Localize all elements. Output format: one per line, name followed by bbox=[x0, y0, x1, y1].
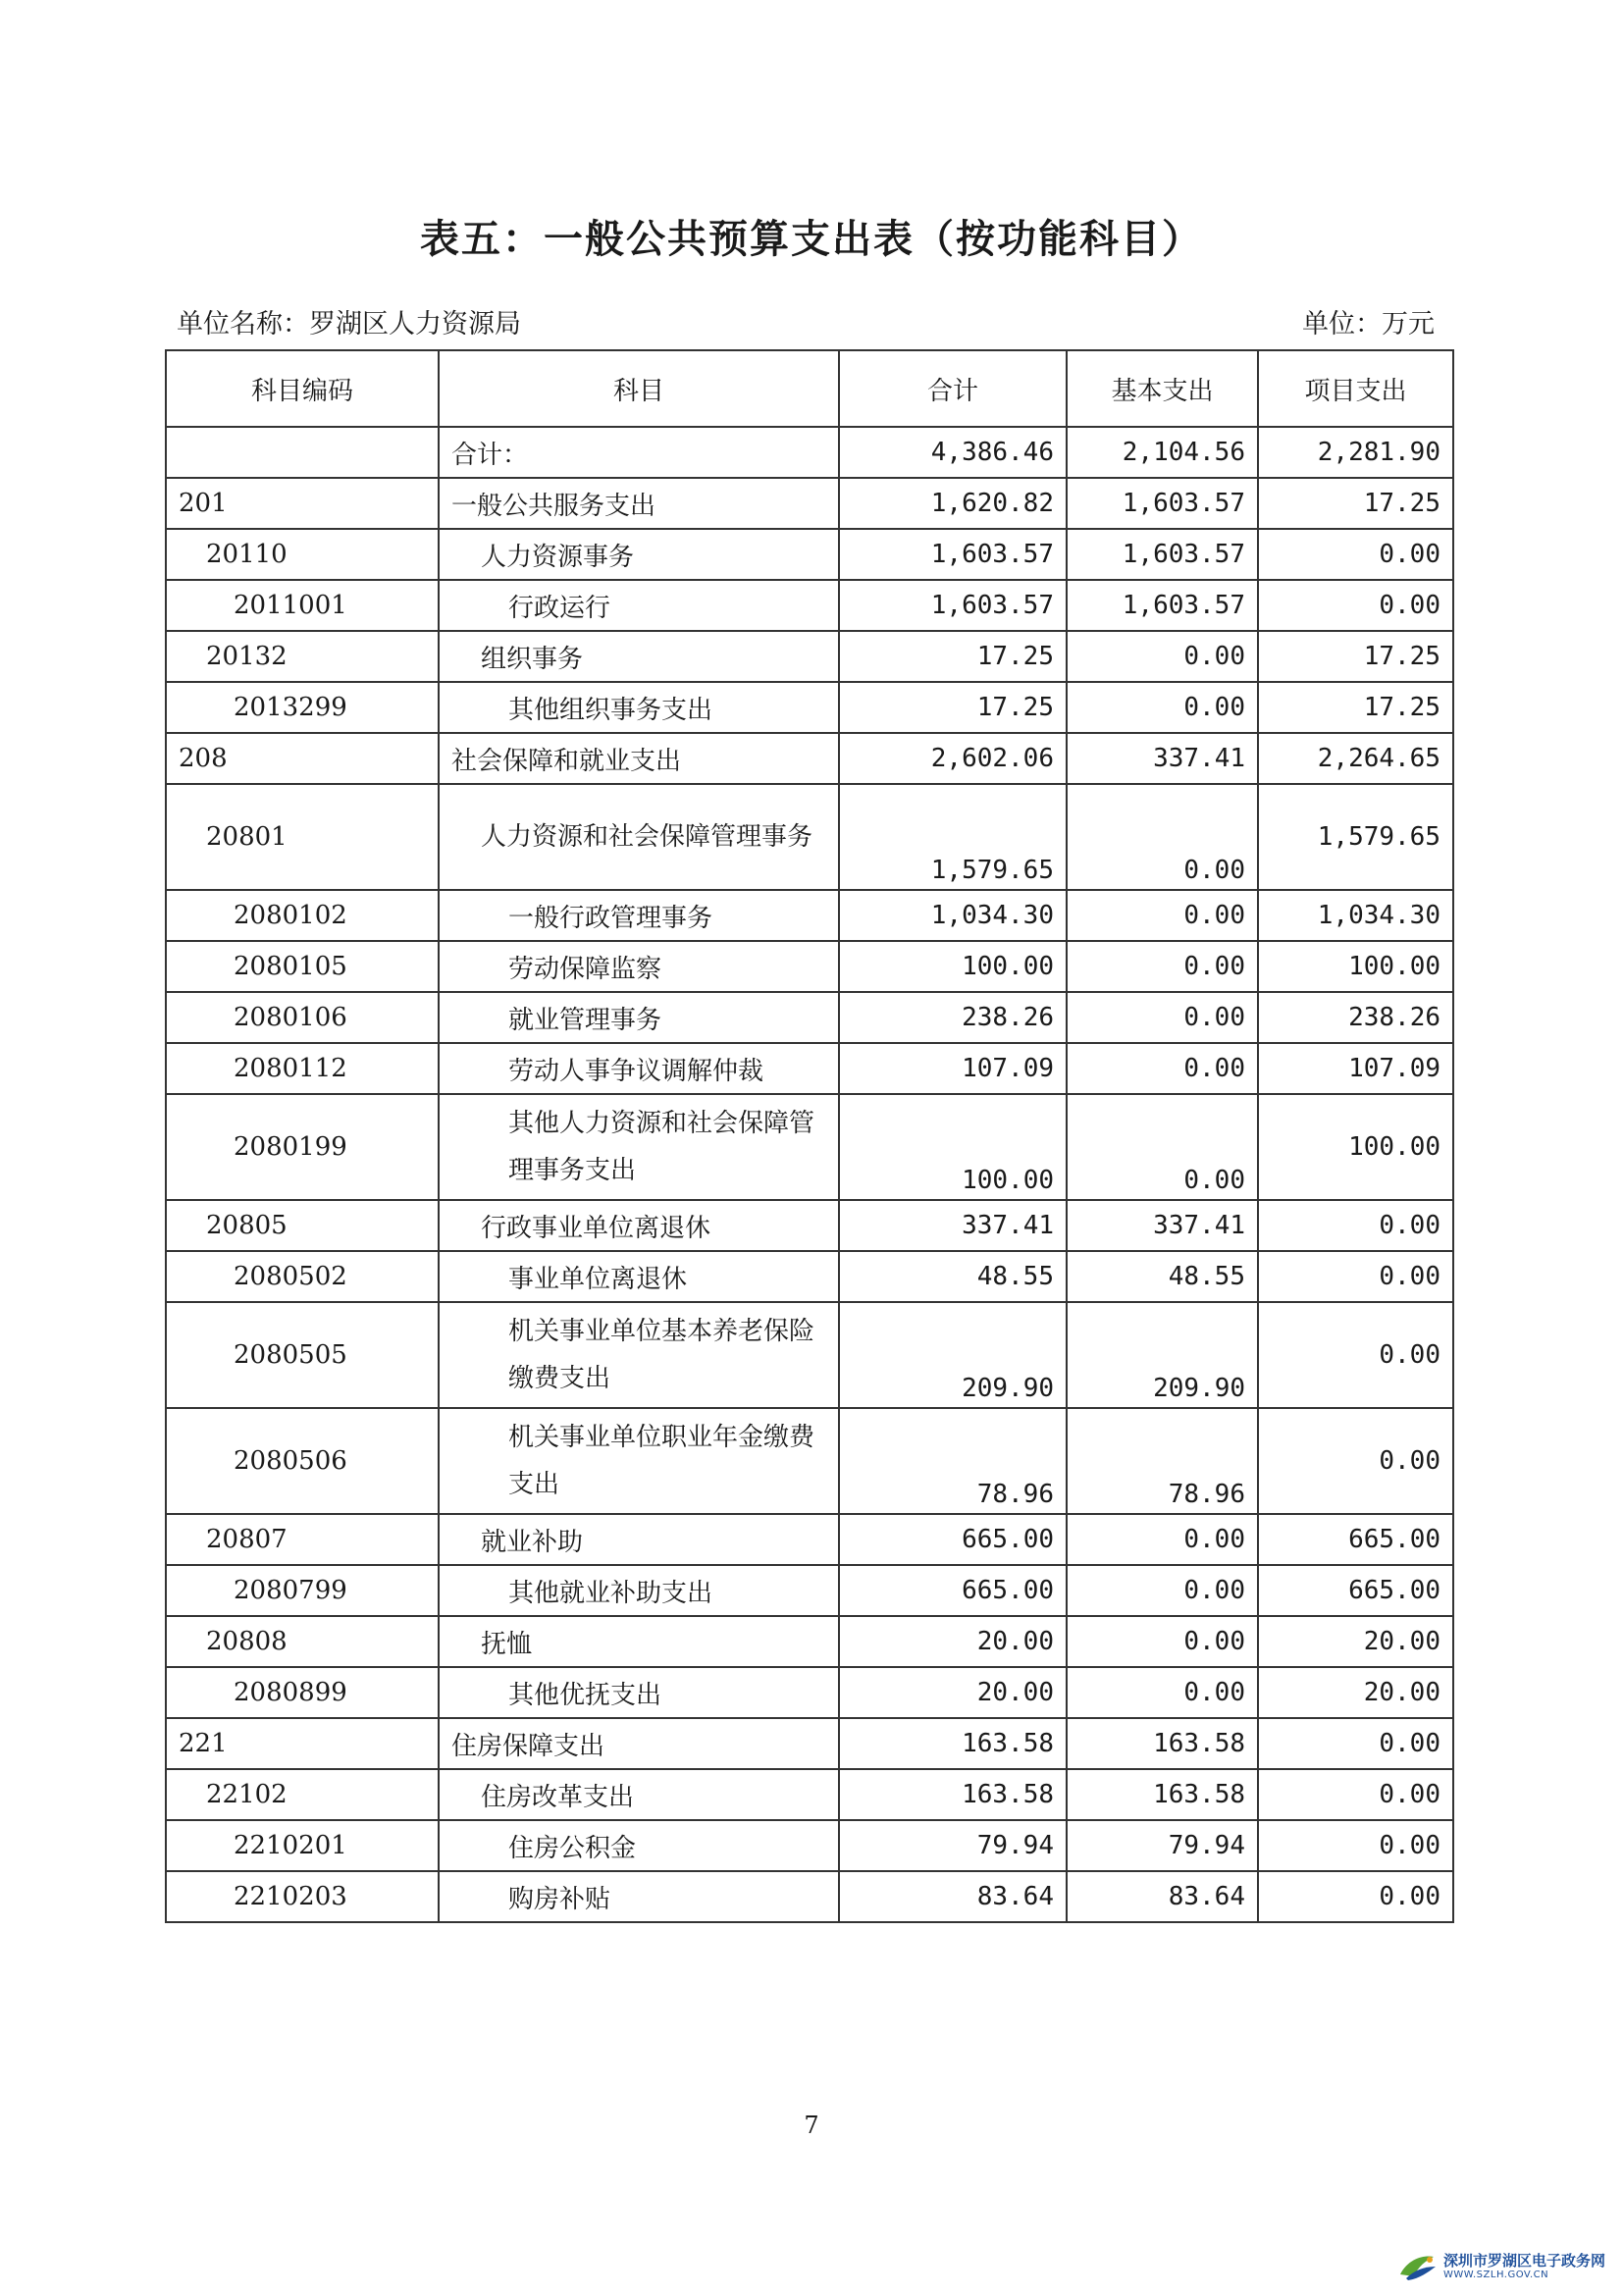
cell-code: 20805 bbox=[166, 1200, 439, 1251]
table-row bbox=[166, 427, 1453, 478]
cell-name: 事业单位离退休 bbox=[439, 1251, 839, 1302]
cell-basic: 1,603.57 bbox=[1067, 478, 1258, 529]
cell-basic: 0.00 bbox=[1067, 1565, 1258, 1616]
currency-unit-label: 单位：万元 bbox=[1302, 309, 1435, 339]
cell-project: 17.25 bbox=[1258, 682, 1453, 733]
table-row bbox=[166, 784, 1453, 890]
cell-code: 221 bbox=[166, 1718, 439, 1769]
cell-project: 17.25 bbox=[1258, 478, 1453, 529]
cell-project: 100.00 bbox=[1258, 1094, 1453, 1200]
cell-code: 22102 bbox=[166, 1769, 439, 1820]
table-row bbox=[166, 580, 1453, 631]
cell-name: 其他人力资源和社会保障管理事务支出 bbox=[439, 1094, 839, 1200]
table-row bbox=[166, 478, 1453, 529]
cell-total: 100.00 bbox=[839, 1094, 1067, 1200]
cell-basic: 0.00 bbox=[1067, 890, 1258, 941]
cell-code: 20801 bbox=[166, 784, 439, 890]
header-total: 合计 bbox=[839, 350, 1067, 427]
header-code: 科目编码 bbox=[166, 350, 439, 427]
cell-total: 17.25 bbox=[839, 631, 1067, 682]
cell-basic: 0.00 bbox=[1067, 941, 1258, 992]
cell-code: 201 bbox=[166, 478, 439, 529]
cell-basic: 48.55 bbox=[1067, 1251, 1258, 1302]
cell-code: 2080112 bbox=[166, 1043, 439, 1094]
table-row bbox=[166, 631, 1453, 682]
cell-code bbox=[166, 427, 439, 478]
cell-name: 住房保障支出 bbox=[439, 1718, 839, 1769]
unit-name-label: 单位名称：罗湖区人力资源局 bbox=[177, 309, 521, 339]
cell-total: 17.25 bbox=[839, 682, 1067, 733]
cell-total: 48.55 bbox=[839, 1251, 1067, 1302]
cell-code: 2080106 bbox=[166, 992, 439, 1043]
cell-name: 人力资源事务 bbox=[439, 529, 839, 580]
cell-project: 0.00 bbox=[1258, 1718, 1453, 1769]
cell-total: 1,034.30 bbox=[839, 890, 1067, 941]
cell-total: 337.41 bbox=[839, 1200, 1067, 1251]
cell-total: 79.94 bbox=[839, 1820, 1067, 1871]
cell-total: 83.64 bbox=[839, 1871, 1067, 1922]
cell-total: 2,602.06 bbox=[839, 733, 1067, 784]
page-number: 7 bbox=[804, 2112, 819, 2139]
cell-name: 机关事业单位基本养老保险缴费支出 bbox=[439, 1302, 839, 1408]
cell-total: 1,620.82 bbox=[839, 478, 1067, 529]
cell-code: 20110 bbox=[166, 529, 439, 580]
cell-name: 住房改革支出 bbox=[439, 1769, 839, 1820]
cell-code: 2013299 bbox=[166, 682, 439, 733]
cell-project: 0.00 bbox=[1258, 529, 1453, 580]
table-row bbox=[166, 1302, 1453, 1408]
header-basic: 基本支出 bbox=[1067, 350, 1258, 427]
cell-basic: 83.64 bbox=[1067, 1871, 1258, 1922]
cell-basic: 2,104.56 bbox=[1067, 427, 1258, 478]
cell-basic: 0.00 bbox=[1067, 1043, 1258, 1094]
cell-project: 0.00 bbox=[1258, 1769, 1453, 1820]
cell-basic: 0.00 bbox=[1067, 682, 1258, 733]
cell-basic: 163.58 bbox=[1067, 1718, 1258, 1769]
table-row bbox=[166, 1820, 1453, 1871]
table-row bbox=[166, 1251, 1453, 1302]
cell-code: 20808 bbox=[166, 1616, 439, 1667]
table-row bbox=[166, 682, 1453, 733]
cell-name: 合计： bbox=[439, 427, 839, 478]
cell-total: 1,579.65 bbox=[839, 784, 1067, 890]
cell-total: 1,603.57 bbox=[839, 529, 1067, 580]
cell-name: 住房公积金 bbox=[439, 1820, 839, 1871]
cell-project: 0.00 bbox=[1258, 1871, 1453, 1922]
cell-project: 1,034.30 bbox=[1258, 890, 1453, 941]
table-row bbox=[166, 733, 1453, 784]
cell-basic: 1,603.57 bbox=[1067, 529, 1258, 580]
cell-basic: 0.00 bbox=[1067, 1616, 1258, 1667]
cell-name: 行政事业单位离退休 bbox=[439, 1200, 839, 1251]
cell-project: 0.00 bbox=[1258, 580, 1453, 631]
cell-total: 665.00 bbox=[839, 1565, 1067, 1616]
cell-name: 社会保障和就业支出 bbox=[439, 733, 839, 784]
cell-code: 2210201 bbox=[166, 1820, 439, 1871]
table-body bbox=[166, 427, 1453, 1922]
cell-code: 20132 bbox=[166, 631, 439, 682]
table-row bbox=[166, 1616, 1453, 1667]
cell-code: 208 bbox=[166, 733, 439, 784]
cell-code: 2080506 bbox=[166, 1408, 439, 1514]
cell-code: 2080199 bbox=[166, 1094, 439, 1200]
cell-project: 665.00 bbox=[1258, 1565, 1453, 1616]
cell-name: 就业管理事务 bbox=[439, 992, 839, 1043]
cell-basic: 78.96 bbox=[1067, 1408, 1258, 1514]
cell-total: 20.00 bbox=[839, 1616, 1067, 1667]
cell-project: 100.00 bbox=[1258, 941, 1453, 992]
table-row bbox=[166, 529, 1453, 580]
cell-project: 0.00 bbox=[1258, 1302, 1453, 1408]
watermark-url: WWW.SZLH.GOV.CN bbox=[1442, 2269, 1549, 2280]
cell-code: 2080502 bbox=[166, 1251, 439, 1302]
cell-name: 行政运行 bbox=[439, 580, 839, 631]
cell-name: 就业补助 bbox=[439, 1514, 839, 1565]
table-row bbox=[166, 890, 1453, 941]
table-row bbox=[166, 1871, 1453, 1922]
cell-name: 其他组织事务支出 bbox=[439, 682, 839, 733]
cell-basic: 0.00 bbox=[1067, 1514, 1258, 1565]
cell-basic: 209.90 bbox=[1067, 1302, 1258, 1408]
page-title: 表五：一般公共预算支出表（按功能科目） bbox=[420, 217, 1203, 262]
cell-name: 劳动保障监察 bbox=[439, 941, 839, 992]
table-row bbox=[166, 1408, 1453, 1514]
cell-project: 2,264.65 bbox=[1258, 733, 1453, 784]
cell-name: 机关事业单位职业年金缴费支出 bbox=[439, 1408, 839, 1514]
cell-basic: 337.41 bbox=[1067, 1200, 1258, 1251]
cell-total: 20.00 bbox=[839, 1667, 1067, 1718]
cell-total: 100.00 bbox=[839, 941, 1067, 992]
table-row bbox=[166, 1043, 1453, 1094]
cell-project: 665.00 bbox=[1258, 1514, 1453, 1565]
cell-basic: 0.00 bbox=[1067, 631, 1258, 682]
watermark bbox=[1396, 2251, 1605, 2282]
cell-total: 209.90 bbox=[839, 1302, 1067, 1408]
cell-total: 238.26 bbox=[839, 992, 1067, 1043]
cell-total: 163.58 bbox=[839, 1718, 1067, 1769]
cell-code: 2080799 bbox=[166, 1565, 439, 1616]
cell-total: 1,603.57 bbox=[839, 580, 1067, 631]
cell-project: 0.00 bbox=[1258, 1820, 1453, 1871]
table-row bbox=[166, 1769, 1453, 1820]
cell-project: 0.00 bbox=[1258, 1200, 1453, 1251]
cell-basic: 0.00 bbox=[1067, 784, 1258, 890]
table-row bbox=[166, 1565, 1453, 1616]
cell-code: 2210203 bbox=[166, 1871, 439, 1922]
cell-total: 78.96 bbox=[839, 1408, 1067, 1514]
cell-basic: 0.00 bbox=[1067, 1667, 1258, 1718]
cell-basic: 0.00 bbox=[1067, 1094, 1258, 1200]
cell-project: 1,579.65 bbox=[1258, 784, 1453, 890]
table-row bbox=[166, 1718, 1453, 1769]
watermark-name: 深圳市罗湖区电子政务网 bbox=[1442, 2252, 1605, 2270]
cell-total: 107.09 bbox=[839, 1043, 1067, 1094]
cell-code: 2080105 bbox=[166, 941, 439, 992]
cell-basic: 0.00 bbox=[1067, 992, 1258, 1043]
cell-code: 2011001 bbox=[166, 580, 439, 631]
table-header-row bbox=[166, 350, 1453, 427]
table-row bbox=[166, 992, 1453, 1043]
cell-project: 20.00 bbox=[1258, 1667, 1453, 1718]
cell-total: 4,386.46 bbox=[839, 427, 1067, 478]
cell-code: 2080505 bbox=[166, 1302, 439, 1408]
cell-total: 665.00 bbox=[839, 1514, 1067, 1565]
cell-project: 0.00 bbox=[1258, 1251, 1453, 1302]
cell-total: 163.58 bbox=[839, 1769, 1067, 1820]
table-row bbox=[166, 941, 1453, 992]
cell-name: 购房补贴 bbox=[439, 1871, 839, 1922]
cell-name: 一般行政管理事务 bbox=[439, 890, 839, 941]
cell-name: 劳动人事争议调解仲裁 bbox=[439, 1043, 839, 1094]
watermark-text bbox=[1443, 2253, 1605, 2280]
table-row bbox=[166, 1514, 1453, 1565]
table-row bbox=[166, 1667, 1453, 1718]
cell-name: 组织事务 bbox=[439, 631, 839, 682]
cell-basic: 1,603.57 bbox=[1067, 580, 1258, 631]
header-name: 科目 bbox=[439, 350, 839, 427]
cell-project: 0.00 bbox=[1258, 1408, 1453, 1514]
cell-project: 2,281.90 bbox=[1258, 427, 1453, 478]
cell-basic: 79.94 bbox=[1067, 1820, 1258, 1871]
cell-basic: 337.41 bbox=[1067, 733, 1258, 784]
cell-name: 其他优抚支出 bbox=[439, 1667, 839, 1718]
cell-code: 20807 bbox=[166, 1514, 439, 1565]
cell-code: 2080899 bbox=[166, 1667, 439, 1718]
cell-code: 2080102 bbox=[166, 890, 439, 941]
cell-name: 人力资源和社会保障管理事务 bbox=[439, 784, 839, 890]
cell-project: 17.25 bbox=[1258, 631, 1453, 682]
budget-expenditure-table bbox=[165, 349, 1454, 1923]
cell-project: 238.26 bbox=[1258, 992, 1453, 1043]
szlh-logo-icon bbox=[1396, 2251, 1438, 2282]
table-row bbox=[166, 1094, 1453, 1200]
header-project: 项目支出 bbox=[1258, 350, 1453, 427]
cell-name: 其他就业补助支出 bbox=[439, 1565, 839, 1616]
cell-name: 一般公共服务支出 bbox=[439, 478, 839, 529]
table-row bbox=[166, 1200, 1453, 1251]
cell-project: 107.09 bbox=[1258, 1043, 1453, 1094]
cell-basic: 163.58 bbox=[1067, 1769, 1258, 1820]
cell-name: 抚恤 bbox=[439, 1616, 839, 1667]
cell-project: 20.00 bbox=[1258, 1616, 1453, 1667]
